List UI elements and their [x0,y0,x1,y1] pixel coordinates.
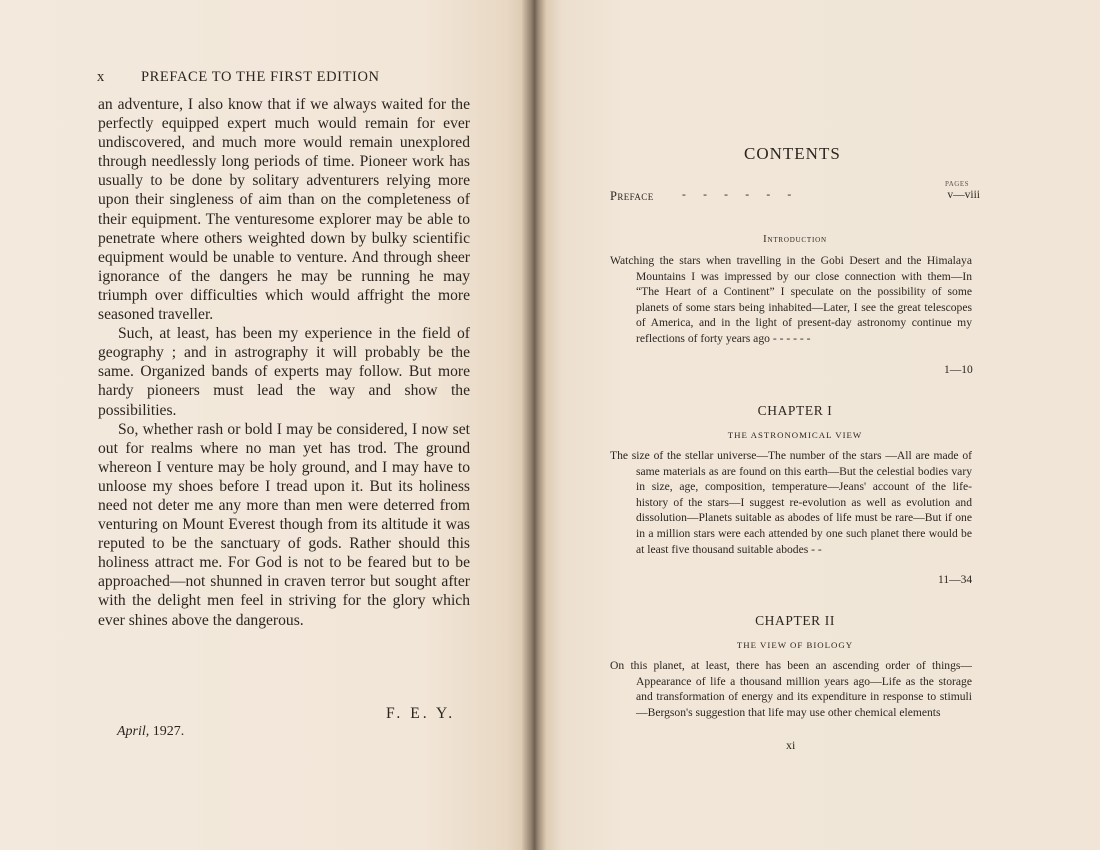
running-head [97,69,467,86]
right-page-number: xi [786,738,796,752]
preface-paragraph-1: an adventure, I also know that if we always waited for the perfectly equipped expert much would remain for ever undiscovered, and much more would remain unexplored through needlessly long periods of time. Pioneer work has usually to be done by solitary adventurers relying more upon their singleness of aim than on the completeness of their equipment. The venturesome explorer may be able to penetrate where others weighted down by bulky scientific equipment would be unable to venture. And through sheer ignorance of the dangers he may be running he may triumph over difficulties which would affright the more seasoned traveller. [98,96,470,324]
toc-preface-label: Preface [610,189,654,203]
pages-column-label: PAGES [945,180,970,188]
introduction-pages: 1—10 [944,364,973,376]
left-page-number: x [97,69,105,85]
chapter-1-summary: The size of the stellar universe—The number of the stars —All are made of same materials as are found on this earth—But the celestial bodies vary in size, age, composition, temperature—Jeans' account of the life-history of the stars—I suggest re-evolution as well as evolution and dissolution—Planets suitable as abodes of life must be rare—But if one in a million stars were each attended by one such planet there would be at least five thousand suitable abodes - - [610,449,972,556]
introduction-heading: Introduction [763,234,827,245]
author-initials: F. E. Y. [386,705,456,722]
chapter-1-heading: CHAPTER I [757,403,833,418]
chapter-2-heading: CHAPTER II [755,613,835,628]
running-head-title: PREFACE TO THE FIRST EDITION [141,69,380,85]
toc-leader: - - - - - - [682,189,792,201]
date-year: 1927. [152,724,185,739]
chapter-2-summary: On this planet, at least, there has been an ascending order of things—Appearance of life a thousand million years ago—Life as the storage and transformation of energy and its expenditure in response to stimuli—Bergson's suggestion that life may use other chemical elements [610,659,972,719]
book-gutter [522,0,546,850]
chapter-2-subtitle: THE VIEW OF BIOLOGY [736,640,854,650]
preface-paragraph-2: Such, at least, has been my experience in the field of geography ; and in astrography it will probably be the same. Organized bands of experts may follow. But more hardy pioneers must lead the way and show the possibilities. [98,325,470,419]
preface-date [117,724,184,740]
contents-title: CONTENTS [744,144,841,163]
chapter-1-subtitle: THE ASTRONOMICAL VIEW [727,430,863,440]
right-page [540,0,1100,850]
toc-preface-pages: v—viii [947,189,980,201]
toc-entry-preface [610,189,980,204]
introduction-summary: Watching the stars when travelling in the Gobi Desert and the Himalaya Mountains I was impressed by our close connection with them—In “The Heart of a Continent” I speculate on the possibility of some planets of some stars being inhabited—Later, I see the great telescopes of America, and in the light of present-day astronomy continue my reflections of forty years ago - - - - - - [610,254,972,345]
chapter-1-pages: 11—34 [938,574,973,586]
preface-body [98,95,470,630]
preface-paragraph-3: So, whether rash or bold I may be considered, I now set out for realms where no man yet has trod. The ground whereon I venture may be holy ground, and I may have to unloose my shoes before I tread upon it. But its holiness need not deter me any more than men were deterred from venturing on Mount Everest though from its altitude it was reputed to be the sanctuary of gods. Rather should this holiness attract me. For God is not to be feared but to be approached—not shunned in craven terror but sought after with the delight men feel in striving for the glory which ever shines above the dangerous. [98,420,470,629]
date-month: April, [117,724,150,739]
